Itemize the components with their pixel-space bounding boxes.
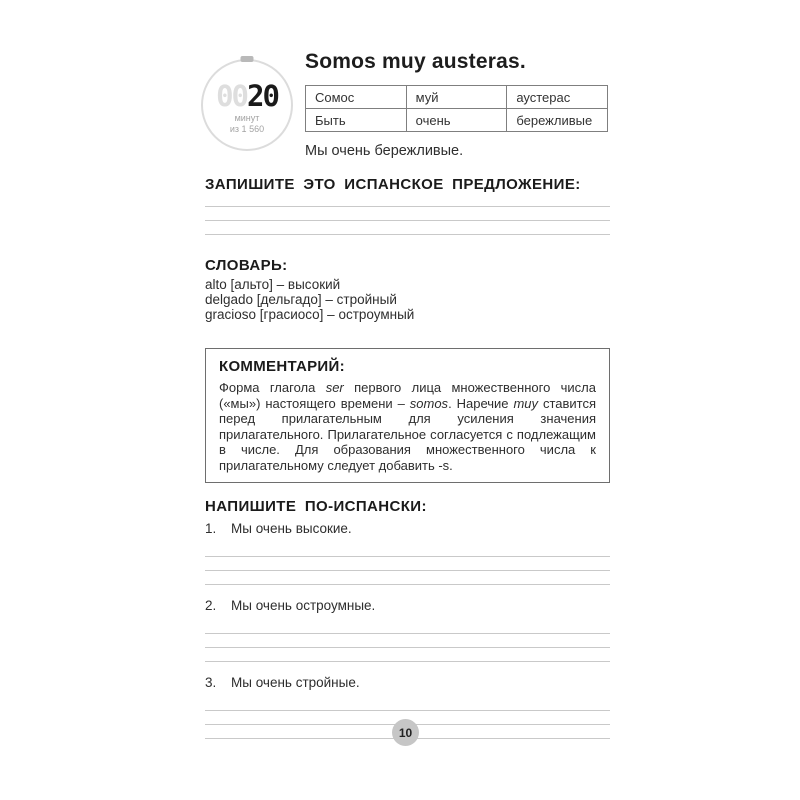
exercise-caption <box>205 521 610 536</box>
vocabulary-heading: СЛОВАРЬ: <box>205 257 288 274</box>
exercise-number: 1. <box>205 521 217 536</box>
vocabulary-item: delgado [дельгадо] – стройный <box>205 292 397 307</box>
exercise-item <box>205 598 610 662</box>
writing-line <box>205 557 610 571</box>
table-cell: бережливые <box>507 109 608 132</box>
exercise-number: 2. <box>205 598 217 613</box>
table-cell: очень <box>406 109 507 132</box>
lesson-header <box>305 50 608 159</box>
writing-line <box>205 571 610 585</box>
vocabulary-item: gracioso [грасиосо] – остроумный <box>205 307 415 322</box>
timer-total-label: из 1 560 <box>229 124 265 135</box>
writing-line <box>205 221 610 235</box>
exercise-caption <box>205 675 610 690</box>
table-cell: Быть <box>306 109 407 132</box>
write-sentence-section <box>205 177 610 235</box>
lesson-title: Somos muy austeras. <box>305 50 526 73</box>
writing-lines-group <box>205 193 610 235</box>
writing-line <box>205 620 610 634</box>
main-content <box>205 172 610 739</box>
writing-line <box>205 193 610 207</box>
vocabulary-item: alto [альто] – высокий <box>205 277 341 292</box>
writing-line <box>205 634 610 648</box>
vocabulary-list <box>205 277 610 322</box>
transliteration-table <box>305 85 608 132</box>
comment-text: Форма глагола ser первого лица множественного числа («мы») настоящего времени – somos. Наречие muy ставится перед прилагательным для усиления значения прилагательного. Прилагательное согласуется с подлежащим в числе. Для образования множественного числа к прилагательному следует добавить -s. <box>219 380 596 473</box>
table-row <box>306 86 608 109</box>
page-number-badge <box>392 719 419 746</box>
table-cell: аустерас <box>507 86 608 109</box>
writing-lines-group <box>205 543 610 585</box>
timer-unit-label: минут из 1 560 <box>203 113 291 136</box>
table-cell: муй <box>406 86 507 109</box>
exercises-section <box>205 499 610 739</box>
timer-minutes-value: 20 <box>247 79 278 113</box>
writing-lines-group <box>205 620 610 662</box>
exercise-caption <box>205 598 610 613</box>
exercise-text: Мы очень остроумные. <box>231 598 376 613</box>
stopwatch-icon <box>201 59 293 151</box>
timer-digits <box>203 79 291 113</box>
writing-line <box>205 648 610 662</box>
sentence-translation: Мы очень бережливые. <box>305 143 464 159</box>
timer-ghost-digits: 00 <box>216 79 247 113</box>
page-number: 10 <box>398 725 413 740</box>
vocabulary-section <box>205 258 610 322</box>
table-cell: Сомос <box>306 86 407 109</box>
comment-box <box>205 348 610 483</box>
writing-line <box>205 697 610 711</box>
comment-heading: КОММЕНТАРИЙ: <box>219 358 345 375</box>
exercise-number: 3. <box>205 675 217 690</box>
write-sentence-heading: ЗАПИШИТЕ ЭТО ИСПАНСКОЕ ПРЕДЛОЖЕНИЕ: <box>205 176 581 193</box>
writing-line <box>205 543 610 557</box>
exercise-item <box>205 521 610 585</box>
writing-line <box>205 207 610 221</box>
exercise-text: Мы очень высокие. <box>231 521 352 536</box>
table-row <box>306 109 608 132</box>
write-spanish-heading: НАПИШИТЕ ПО-ИСПАНСКИ: <box>205 498 427 515</box>
stopwatch-button-icon <box>241 56 254 62</box>
exercise-text: Мы очень стройные. <box>231 675 360 690</box>
